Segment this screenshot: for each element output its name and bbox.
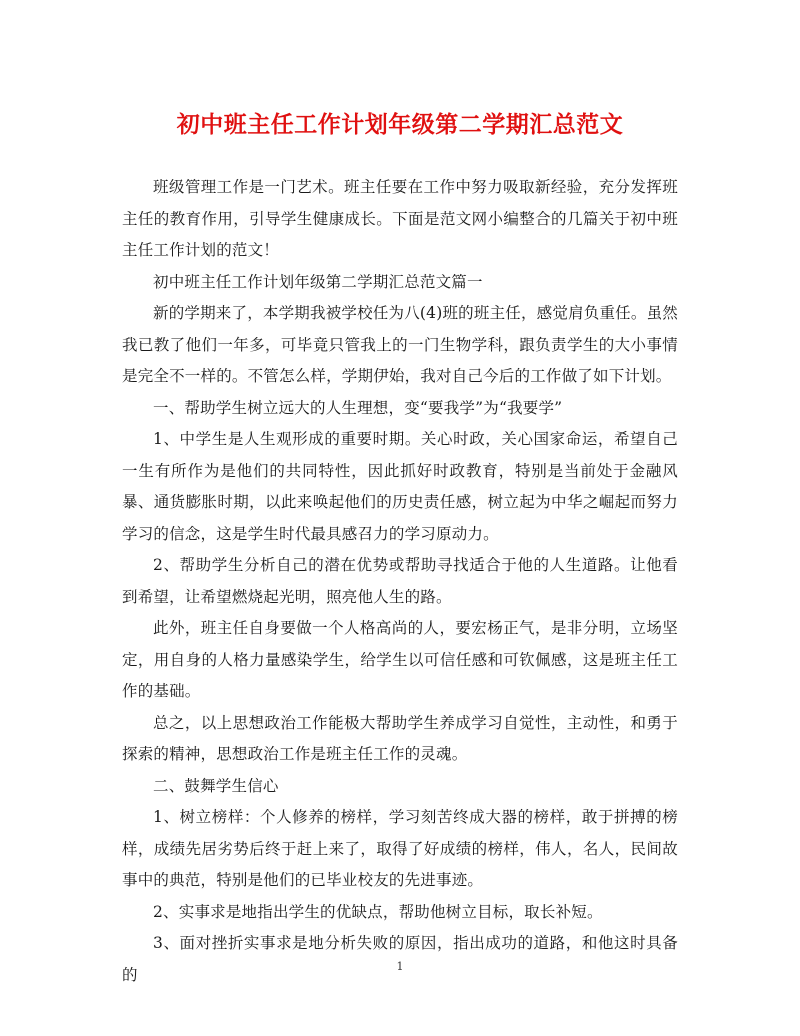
paragraph-intro: 班级管理工作是一门艺术。班主任要在工作中努力吸取新经验，充分发挥班主任的教育作用，引导学生健康成长。下面是范文网小编整合的几篇关于初中班主任工作计划的范文！ <box>122 178 678 259</box>
paragraph: 此外，班主任自身要做一个人格高尚的人，要宏杨正气，是非分明，立场坚定，用自身的人格力量感染学生，给学生以可信任感和可钦佩感，这是班主任工作的基础。 <box>122 619 678 700</box>
document-body <box>122 172 678 991</box>
paragraph: 2、帮助学生分析自己的潜在优势或帮助寻找适合于他的人生道路。让他看到希望，让希望燃烧起光明，照亮他人生的路。 <box>122 556 678 606</box>
paragraph-heading-2: 二、鼓舞学生信心 <box>153 776 279 795</box>
paragraph: 新的学期来了，本学期我被学校任为八(4)班的班主任，感觉肩负重任。虽然我已教了他们一年多，可毕竟只管我上的一门生物学科，跟负责学生的大小事情是完全不一样的。不管怎么样，学期伊始，我对自己今后的工作做了如下计划。 <box>122 304 678 385</box>
paragraph: 2、实事求是地指出学生的优缺点，帮助他树立目标，取长补短。 <box>153 902 603 921</box>
paragraph: 3、面对挫折实事求是地分析失败的原因，指出成功的道路，和他这时具备的 <box>122 934 678 984</box>
document-title: 初中班主任工作计划年级第二学期汇总范文 <box>176 111 624 138</box>
page-number: 1 <box>396 960 404 973</box>
paragraph: 1、中学生是人生观形成的重要时期。关心时政，关心国家命运，希望自己一生有所作为是他们的共同特性，因此抓好时政教育，特别是当前处于金融风暴、通货膨胀时期，以此来唤起他们的历史责任感，树立起为中华之崛起而努力学习的信念，这是学生时代最具感召力的学习原动力。 <box>122 430 678 543</box>
paragraph: 总之，以上思想政治工作能极大帮助学生养成学习自觉性，主动性，和勇于探索的精神，思想政治工作是班主任工作的灵魂。 <box>122 713 678 763</box>
paragraph: 1、树立榜样：个人修养的榜样，学习刻苦终成大器的榜样，敢于拼搏的榜样，成绩先居劣势后终于赶上来了，取得了好成绩的榜样，伟人，名人，民间故事中的典范，特别是他们的已毕业校友的先进事迹。 <box>122 808 678 889</box>
paragraph-heading-1: 一、帮助学生树立远大的人生理想，变“要我学”为“我要学” <box>153 398 563 417</box>
paragraph-section-heading: 初中班主任工作计划年级第二学期汇总范文篇一 <box>153 272 483 291</box>
